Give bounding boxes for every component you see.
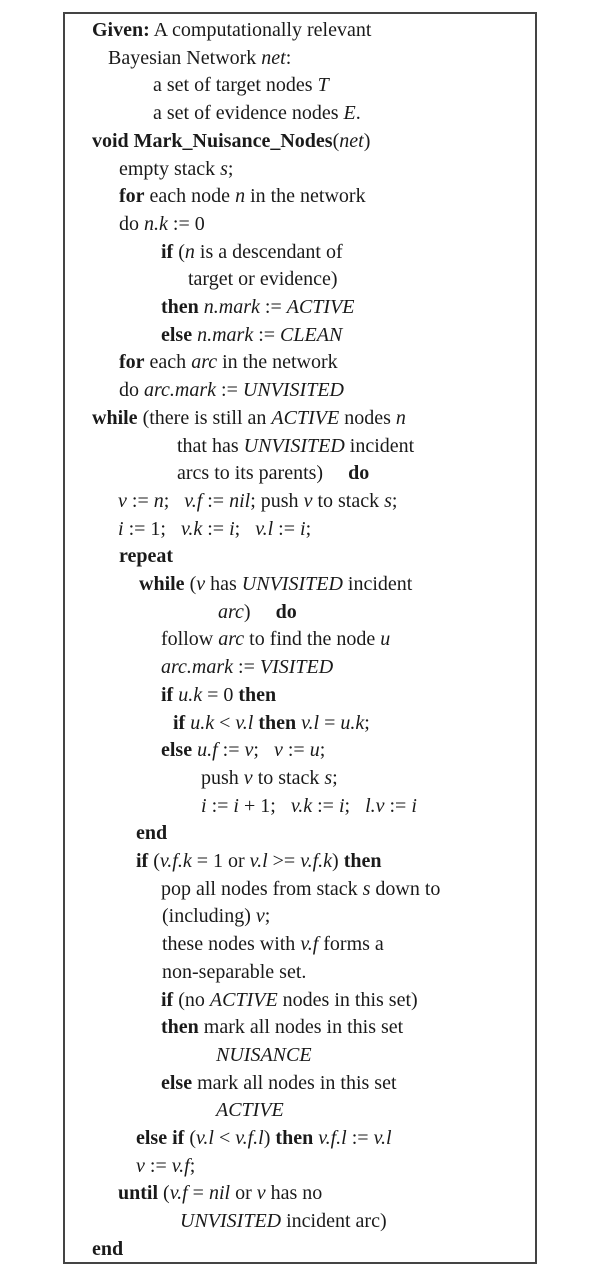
text: ; (264, 905, 271, 928)
math-symbol: n (235, 185, 246, 208)
algorithm-line (161, 737, 325, 765)
keyword: then (258, 711, 297, 734)
math-symbol: i (201, 794, 207, 817)
text: : (285, 46, 292, 69)
algorithm-line (139, 571, 412, 599)
keyword: void Mark_Nuisance_Nodes (92, 129, 333, 152)
text: A computationally relevant (149, 19, 372, 41)
text: := (282, 739, 310, 762)
text: := (126, 489, 154, 512)
math-symbol: s (220, 157, 228, 180)
text: target or evidence) (188, 268, 338, 291)
keyword: then (161, 296, 199, 318)
text: := (217, 739, 245, 762)
math-symbol: arc.mark (161, 656, 234, 679)
text: nodes in this set) (277, 988, 418, 1011)
text: to stack (252, 766, 325, 789)
text: has no (265, 1182, 323, 1205)
text: ) (332, 850, 344, 872)
text: to stack (312, 489, 385, 512)
math-symbol: v.l (195, 1127, 214, 1149)
text: is a descendant of (194, 240, 343, 263)
algorithm-line (136, 1125, 392, 1153)
text: follow (161, 628, 219, 651)
text: incident (344, 434, 415, 457)
text: := (202, 517, 230, 540)
math-symbol: u (309, 739, 320, 762)
text: . (355, 102, 361, 125)
algorithm-line (161, 239, 343, 267)
keyword: for (119, 351, 145, 374)
math-symbol: v (136, 1154, 145, 1177)
text: := (253, 323, 281, 346)
math-symbol: v (273, 739, 283, 762)
math-symbol: l.v (365, 794, 385, 817)
algorithm-line (216, 1042, 312, 1070)
text: push (201, 766, 244, 789)
math-symbol: n (395, 406, 406, 429)
text: mark all nodes in this set (192, 1071, 397, 1094)
math-symbol: T (317, 74, 329, 97)
algorithm-line (92, 1236, 123, 1264)
math-symbol: v.f (169, 1182, 188, 1205)
algorithm-line (216, 1097, 284, 1125)
text: := (312, 794, 339, 817)
algorithm-line (118, 488, 397, 516)
algorithm-line (119, 211, 205, 239)
math-symbol: v (303, 489, 313, 512)
math-symbol: CLEAN (280, 323, 343, 346)
math-symbol: v.f.l (235, 1127, 264, 1149)
algorithm-line (161, 682, 276, 710)
algorithm-line (108, 45, 291, 73)
math-symbol: arc (218, 628, 245, 651)
keyword: while (139, 573, 185, 595)
math-symbol: u (380, 628, 391, 651)
math-symbol: v (196, 573, 206, 595)
math-symbol: ACTIVE (271, 406, 340, 429)
algorithm-line (118, 516, 311, 544)
text: = (187, 1182, 209, 1205)
text: (there is still an (137, 406, 272, 429)
math-symbol: net (261, 46, 286, 69)
text: non-separable set. (162, 960, 307, 983)
text: < (213, 1127, 236, 1149)
math-symbol: n.k (144, 212, 168, 235)
math-symbol: arc (191, 351, 218, 374)
math-symbol: v.f (171, 1154, 190, 1177)
algorithm-line (161, 654, 333, 682)
math-symbol: i (338, 794, 345, 817)
text: ; (364, 711, 370, 734)
algorithm-line (161, 987, 418, 1015)
text: >= (267, 850, 301, 872)
algorithm-line (136, 1153, 195, 1181)
text: each (144, 351, 192, 374)
math-symbol: v (244, 739, 254, 762)
keyword: Given: (92, 19, 150, 41)
keyword: if (173, 711, 186, 734)
text: := (216, 379, 243, 402)
math-symbol: NUISANCE (216, 1043, 312, 1066)
text: (including) (162, 905, 256, 928)
text: ( (332, 129, 340, 152)
math-symbol: v.f.k (300, 850, 333, 872)
keyword: do (275, 600, 297, 623)
text: empty stack (119, 157, 221, 180)
algorithm-line (201, 765, 338, 793)
math-symbol: n.mark (197, 323, 254, 346)
keyword: for (119, 185, 145, 208)
math-symbol: v (255, 905, 265, 928)
text: := (202, 489, 230, 512)
math-symbol: i (229, 517, 235, 540)
keyword: then (275, 1127, 314, 1149)
text: a set of evidence nodes (153, 102, 344, 125)
math-symbol: arc (218, 600, 244, 623)
text: ; push (250, 489, 304, 512)
text: arcs to its parents) (177, 462, 349, 485)
math-symbol: n (184, 240, 195, 263)
math-symbol: v.f (300, 933, 319, 956)
text: ) (243, 600, 276, 623)
algorithm-line (119, 183, 366, 211)
math-symbol: u.f (197, 739, 218, 762)
text: ; (234, 517, 256, 540)
algorithm-line (161, 876, 440, 904)
math-symbol: v.f (184, 489, 203, 512)
math-symbol: u.k (178, 683, 203, 706)
math-symbol: ACTIVE (216, 1099, 284, 1122)
algorithm-line (119, 543, 173, 571)
math-symbol: s (362, 877, 371, 900)
text: ( (184, 1127, 196, 1149)
algorithm-line (136, 820, 167, 848)
algorithm-line (162, 959, 306, 987)
text: that has (177, 434, 244, 457)
text: ; (189, 1154, 196, 1177)
text: ( (173, 240, 185, 263)
text: in the network (245, 185, 366, 208)
math-symbol: s (324, 766, 333, 789)
text: := (144, 1154, 172, 1177)
algorithm-line (177, 460, 369, 488)
math-symbol: v.k (290, 794, 313, 817)
keyword: else (161, 739, 193, 762)
text: in the network (217, 351, 338, 374)
keyword: else if (136, 1127, 185, 1149)
algorithm-line (118, 1180, 322, 1208)
keyword: end (136, 822, 168, 845)
algorithm-line (161, 322, 342, 350)
algorithm-line (119, 156, 233, 184)
math-symbol: nil (208, 1182, 231, 1205)
keyword: while (92, 406, 138, 429)
algorithm-line (201, 793, 417, 821)
algorithm-line (218, 599, 297, 627)
math-symbol: UNVISITED (241, 573, 343, 595)
algorithm-line (161, 626, 390, 654)
math-symbol: UNVISITED (242, 379, 344, 402)
text: ; (332, 766, 338, 789)
text: or (230, 1182, 257, 1205)
text: := (206, 794, 234, 817)
text: := (259, 296, 287, 318)
algorithm-line (180, 1208, 387, 1236)
math-symbol: v.l (373, 1127, 392, 1149)
math-symbol: v.f.k (159, 850, 192, 872)
math-symbol: n.mark (203, 296, 260, 318)
text: ; (319, 739, 326, 762)
keyword: end (92, 1237, 124, 1260)
math-symbol: n (153, 489, 164, 512)
algorithm-line (177, 433, 414, 461)
math-symbol: v.l (235, 711, 254, 734)
text: do (119, 212, 144, 235)
math-symbol: v.f.l (318, 1127, 347, 1149)
keyword: repeat (119, 545, 174, 568)
keyword: if (161, 240, 174, 263)
text: ; (253, 739, 274, 762)
text: ) (263, 1127, 276, 1149)
keyword: if (136, 850, 149, 872)
math-symbol: arc.mark (144, 379, 217, 402)
text: to find the node (244, 628, 381, 651)
text: ; (344, 794, 366, 817)
text: := (233, 656, 260, 679)
text: := (384, 794, 412, 817)
algorithm-line (162, 903, 270, 931)
algorithm-line (92, 405, 406, 433)
text: ; (391, 489, 398, 512)
keyword: do (348, 462, 370, 485)
text: ; (227, 157, 234, 180)
text: has (205, 573, 242, 595)
math-symbol: E (343, 102, 356, 125)
math-symbol: VISITED (259, 656, 334, 679)
math-symbol: nil (229, 489, 251, 512)
math-symbol: UNVISITED (180, 1210, 282, 1233)
algorithm-line (161, 294, 355, 322)
algorithm-line (92, 17, 371, 45)
math-symbol: v.k (180, 517, 203, 540)
algorithm-line (136, 848, 381, 876)
algorithm-box (63, 12, 537, 1264)
text: ( (158, 1182, 170, 1205)
math-symbol: u.k (340, 711, 365, 734)
algorithm-line (161, 1014, 403, 1042)
math-symbol: ACTIVE (286, 296, 355, 318)
keyword: then (238, 683, 277, 706)
text: = (319, 711, 341, 734)
math-symbol: v (243, 766, 253, 789)
math-symbol: UNVISITED (243, 434, 345, 457)
math-symbol: i (233, 794, 239, 817)
algorithm-line (161, 1070, 397, 1098)
math-symbol: v (118, 489, 127, 512)
algorithm-line (173, 710, 370, 738)
text: incident (342, 573, 413, 595)
keyword: else (161, 323, 193, 346)
text: ) (363, 129, 371, 152)
keyword: if (161, 683, 174, 706)
math-symbol: net (339, 129, 364, 152)
text: := 1; (123, 517, 181, 540)
math-symbol: i (300, 517, 306, 540)
text: (no (173, 988, 210, 1011)
math-symbol: i (118, 517, 124, 540)
text: ( (184, 573, 197, 595)
text: := 0 (167, 212, 205, 235)
algorithm-line (153, 100, 361, 128)
text: nodes (339, 406, 396, 429)
text: := (346, 1127, 374, 1149)
text: down to (370, 877, 441, 900)
text: incident arc) (281, 1210, 387, 1233)
text: ; (163, 489, 185, 512)
text: these nodes with (162, 933, 301, 956)
text: a set of target nodes (153, 74, 318, 97)
algorithm-line (92, 128, 370, 156)
text: ( (148, 850, 160, 872)
math-symbol: i (411, 794, 417, 817)
math-symbol: u.k (190, 711, 215, 734)
keyword: then (161, 1016, 199, 1039)
keyword: until (118, 1182, 159, 1205)
text: pop all nodes from stack (161, 877, 363, 900)
keyword: if (161, 988, 174, 1011)
math-symbol: v (256, 1182, 266, 1205)
math-symbol: v.l (249, 850, 268, 872)
math-symbol: ACTIVE (209, 988, 278, 1011)
text: < (214, 711, 236, 734)
math-symbol: s (384, 489, 392, 512)
algorithm-line (188, 266, 338, 294)
keyword: then (343, 850, 382, 872)
text: mark all nodes in this set (198, 1016, 404, 1039)
algorithm-line (119, 377, 344, 405)
text: = 0 (202, 683, 239, 706)
math-symbol: v.l (301, 711, 320, 734)
text: ; (305, 517, 312, 540)
algorithm-line (162, 931, 384, 959)
text: each node (144, 185, 236, 208)
keyword: else (161, 1071, 193, 1094)
text: + 1; (238, 794, 291, 817)
algorithm-line (153, 72, 329, 100)
algorithm-line (119, 349, 338, 377)
text: = 1 or (191, 850, 250, 872)
text: := (273, 517, 301, 540)
text: do (119, 379, 144, 402)
text: forms a (318, 933, 384, 956)
text: Bayesian Network (108, 46, 262, 69)
math-symbol: v.l (255, 517, 274, 540)
